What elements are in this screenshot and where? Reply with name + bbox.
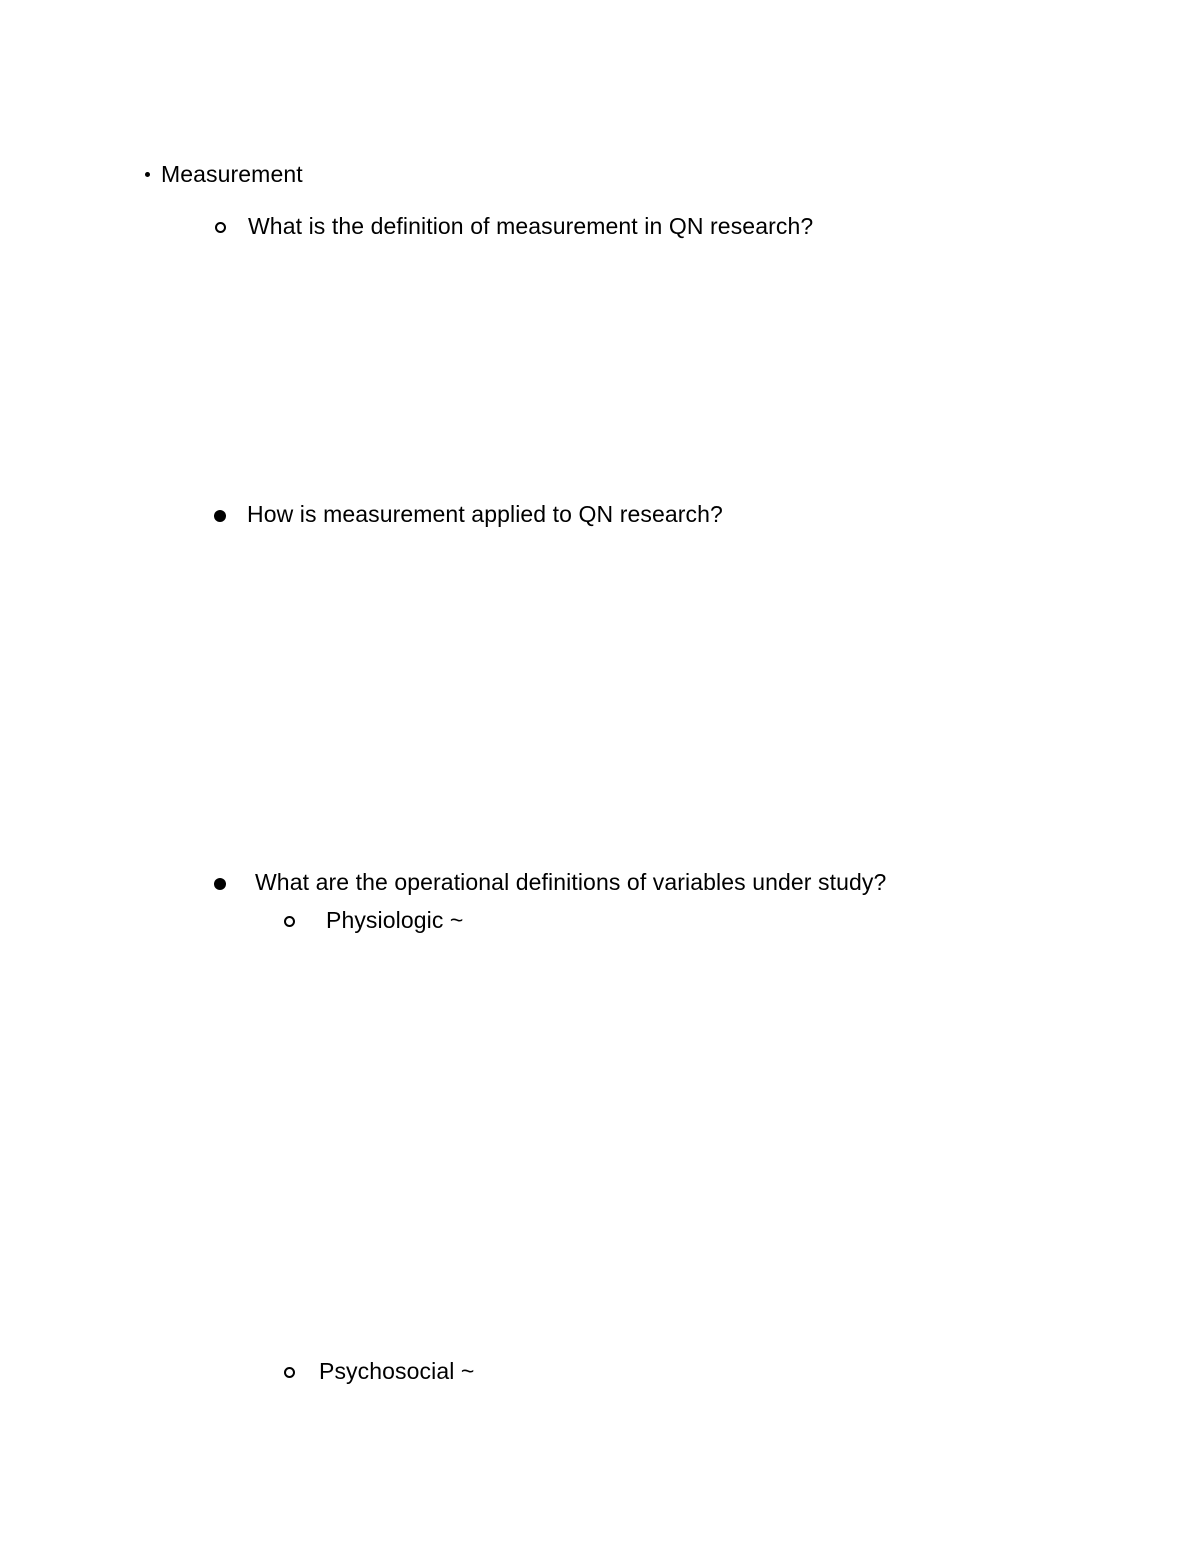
question-applied: How is measurement applied to QN research? xyxy=(247,501,723,527)
open-circle-bullet-icon xyxy=(215,222,226,233)
open-circle-bullet-icon xyxy=(284,916,295,927)
subitem-physiologic: Physiologic ~ xyxy=(326,907,464,933)
open-circle-bullet-icon xyxy=(284,1367,295,1378)
filled-circle-bullet-icon xyxy=(214,878,226,890)
bullet-dot-icon xyxy=(145,172,150,177)
question-operational: What are the operational definitions of variables under study? xyxy=(255,869,887,895)
subitem-psychosocial: Psychosocial ~ xyxy=(319,1358,475,1384)
question-definition: What is the definition of measurement in QN research? xyxy=(248,213,814,239)
filled-circle-bullet-icon xyxy=(214,510,226,522)
heading-measurement: Measurement xyxy=(161,161,303,187)
